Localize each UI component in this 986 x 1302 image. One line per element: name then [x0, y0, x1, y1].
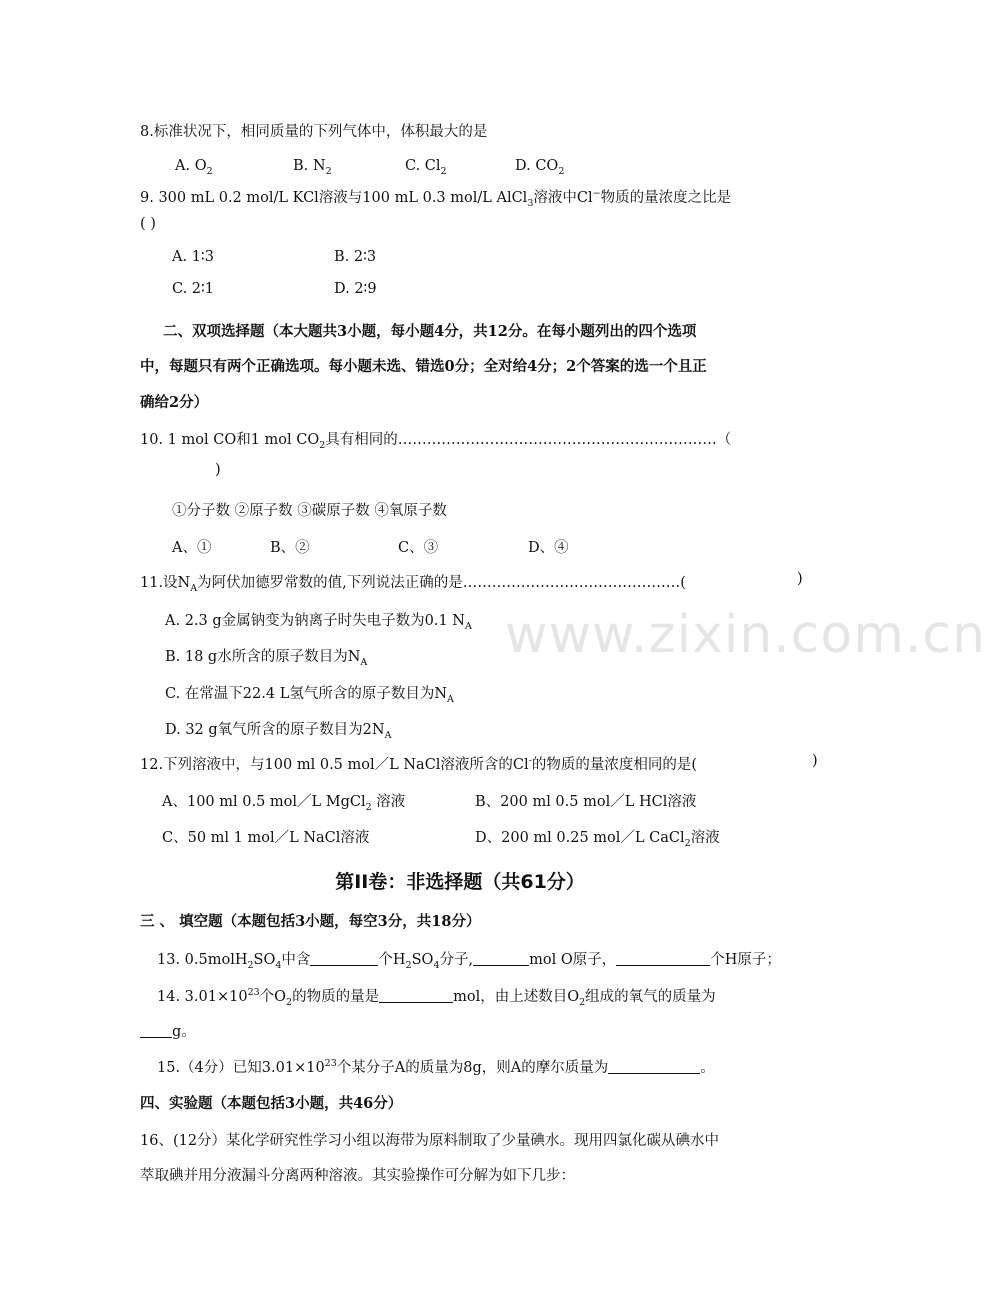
- q11-answer-paren: ): [797, 571, 803, 587]
- q9-option-c[interactable]: C. 2∶1: [172, 281, 215, 297]
- q11-option-c[interactable]: C. 在常温下22.4 L氢气所含的原子数目为$N_A$: [165, 686, 454, 705]
- q8-stem: 8.标准状况下，相同质量的下列气体中，体积最大的是: [140, 124, 488, 140]
- q14-line2: g。: [140, 1020, 196, 1041]
- q14-blank-1[interactable]: [379, 987, 453, 1003]
- section3-heading: 三 、 填空题（本题包括3小题，每空3分，共18分）: [140, 913, 481, 930]
- q8-option-a[interactable]: A. $O_2$: [175, 158, 213, 177]
- q10-stem: 10. 1 mol CO和1 mol $CO_2$具有相同的…………………………………………………………（: [140, 432, 732, 451]
- q16-line1: 16、(12分）某化学研究性学习小组以海带为原料制取了少量碘水。现用四氯化碳从碘水中: [140, 1133, 720, 1149]
- part2-title: 第II卷：非选择题（共61分）: [335, 871, 585, 893]
- q11-option-d[interactable]: D. 32 g氧气所含的原子数目为$2N_A$: [165, 722, 392, 741]
- q13-blank-3[interactable]: [616, 950, 710, 966]
- q10-options: [172, 536, 569, 557]
- q15-line: 15.（4分）已知$3.01\times 10^{23}$个某分子A的质量为8g，则A的摩尔质量为 。: [157, 1058, 715, 1076]
- q9-options-row1: [172, 249, 376, 265]
- q15-blank[interactable]: [608, 1058, 700, 1074]
- q9-stem: 9. 300 mL 0.2 mol/L KCl溶液与100 mL 0.3 mol/L AlCl$_3$溶液中Cl−物质的量浓度之比是: [140, 188, 732, 209]
- q13-line: 13. $0.5molH_2SO_4$中含 个$H_2SO_4$分子, mol O原子， 个H原子；: [157, 952, 781, 971]
- q10-items: ①分子数 ②原子数 ③碳原子数 ④氧原子数: [172, 503, 447, 519]
- q9-option-a[interactable]: A. 1∶3: [172, 249, 214, 265]
- q10-answer-paren: ): [215, 462, 221, 478]
- q10-option-a[interactable]: A、①: [172, 540, 212, 556]
- q16-line2: 萃取碘并用分液漏斗分离两种溶液。其实验操作可分解为如下几步：: [140, 1168, 575, 1184]
- section2-heading-line1: 二、双项选择题（本大题共3小题，每小题4分，共12分。在每小题列出的四个选项: [163, 323, 697, 340]
- q12-option-d[interactable]: D、200 ml 0.25 mol／L CaCl$_2$溶液: [475, 830, 720, 849]
- q9-option-d[interactable]: D. 2∶9: [334, 281, 377, 297]
- q11-option-b[interactable]: B. 18 g水所含的原子数目为$N_A$: [165, 649, 368, 668]
- q12-answer-paren: ): [812, 753, 818, 769]
- q8-option-d[interactable]: D. $CO_2$: [515, 158, 565, 177]
- section2-heading-line3: 确给2分）: [140, 394, 209, 411]
- q14-line1: 14. $3.01\times 10^{23}$个$O_2$的物质的量是 mol，由上述数目$O_2$组成的氧气的质量为: [157, 987, 716, 1008]
- watermark: www.zixin.com.cn: [505, 605, 986, 665]
- q12-option-b[interactable]: B、200 ml 0.5 mol／L HCl溶液: [475, 794, 697, 810]
- q8-option-c[interactable]: C. $Cl_2$: [405, 158, 447, 177]
- section4-heading: 四、实验题（本题包括3小题，共46分）: [140, 1095, 403, 1112]
- q13-blank-2[interactable]: [473, 950, 529, 966]
- q11-stem: 11.设$N_A$为阿伏加德罗常数的值,下列说法正确的是………………………………………(: [140, 575, 686, 594]
- q12-stem: 12.下列溶液中，与100 ml 0.5 mol／L NaCl溶液所含的Cl-的物质的量浓度相同的是(: [140, 755, 698, 773]
- q12-option-a[interactable]: A、100 ml 0.5 mol／L MgCl$_2$ 溶液: [162, 794, 406, 813]
- q13-blank-1[interactable]: [310, 950, 378, 966]
- q9-options-row2: [172, 281, 377, 297]
- section2-heading-line2: 中，每题只有两个正确选项。每小题未选、错选0分；全对给4分；2个答案的选一个且正: [140, 358, 707, 375]
- q12-option-c[interactable]: C、50 ml 1 mol／L NaCl溶液: [162, 830, 370, 846]
- q10-option-b[interactable]: B、②: [270, 540, 310, 556]
- q9-option-b[interactable]: B. 2∶3: [334, 249, 377, 265]
- q9-answer-paren: ( ): [140, 216, 156, 232]
- q14-blank-2[interactable]: [140, 1022, 172, 1038]
- q8-options: [175, 158, 565, 177]
- q10-option-d[interactable]: D、④: [528, 540, 569, 556]
- q11-option-a[interactable]: A. 2.3 g金属钠变为钠离子时失电子数为0.1 $N_A$: [165, 613, 472, 632]
- q10-option-c[interactable]: C、③: [398, 540, 439, 556]
- q8-option-b[interactable]: B. $N_2$: [293, 158, 332, 177]
